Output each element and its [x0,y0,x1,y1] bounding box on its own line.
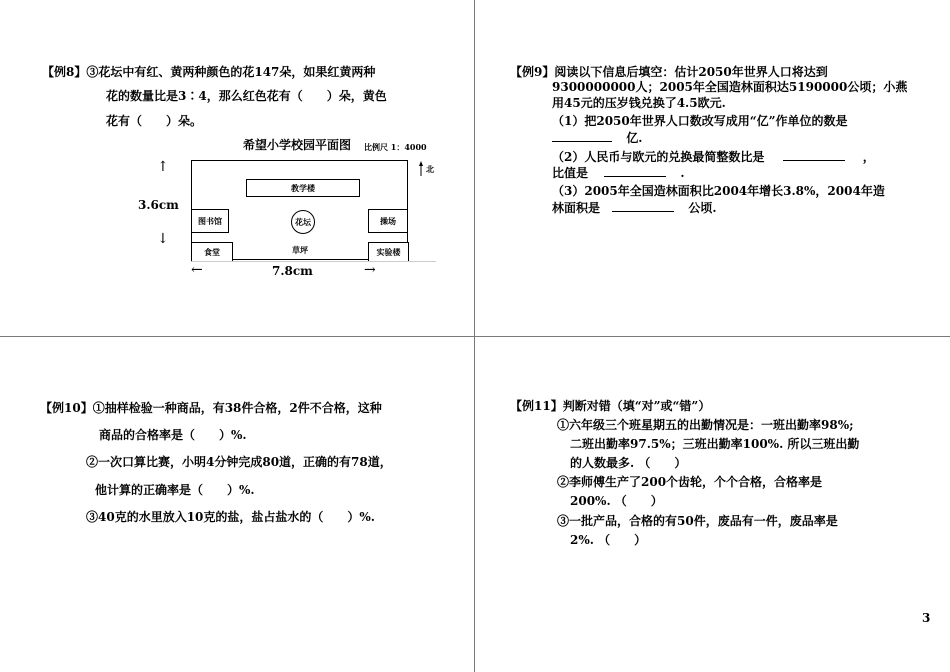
example-11-item-2b: 200%. （ ） [570,494,663,508]
example-11-item-3b: 2%. （ ） [570,533,647,547]
unit-hectare: 公顷. [688,201,717,215]
example-11-item-3a: ③一批产品，合格的有50件，废品有一件，废品率是 [557,514,838,528]
example-9-text-1: 阅读以下信息后填空：估计2050年世界人口将达到 [554,65,828,79]
example-8-line-1 [42,64,375,80]
answer-blank-3[interactable] [604,165,666,177]
answer-blank-2[interactable] [783,149,845,161]
example-9-sub-1b [552,130,642,146]
example-9-sub-2c [552,165,685,181]
example-9-line-1 [510,64,828,80]
example-11-item-1a: ①六年级三个班星期五的出勤情况是：一班出勤率98%; [557,418,854,432]
example-11-item-2a: ②李师傅生产了200个齿轮，个个合格，合格率是 [557,475,823,489]
sub-2-text: （2）人民币与欧元的兑换最简整数比是 [552,150,765,164]
map-title: 希望小学校园平面图 [243,138,352,152]
playground: 操场 [368,209,408,233]
sub-2-period: . [680,166,685,180]
left-arrow-icon: ← [191,262,203,278]
example-8-line-3: 花有（ ）朵。 [106,114,203,128]
teaching-building: 教学楼 [246,179,360,197]
example-11-item-1c: 的人数最多. （ ） [570,456,687,470]
example-9-tag: 【例9】 [510,65,555,79]
unit-yi: 亿. [626,131,643,145]
flowerbed: 花坛 [291,210,315,234]
horizontal-divider [0,336,950,337]
answer-blank-4[interactable] [612,200,674,212]
sub-3-text: 林面积是 [552,201,601,215]
example-9-line-2: 9300000000人；2005年全国造林面积达5190000公顷；小燕 [552,80,908,94]
example-10-item-1a: ①抽样检验一种商品，有38件合格，2件不合格，这种 [92,401,382,415]
width-label: 7.8cm [272,264,313,278]
example-9-sub-2a [552,149,875,165]
example-11-title: 判断对错（填“对”或“错”） [562,399,711,413]
example-10-item-3: ③40克的水里放入10克的盐，盐占盐水的（ ）%. [86,510,375,524]
example-8-line-2: 花的数量比是3∶4，那么红色花有（ ）朵，黄色 [106,89,387,103]
map-ground-line [191,261,436,262]
example-9-sub-3a: （3）2005年全国造林面积比2004年增长3.8%，2004年造 [552,184,885,198]
page-number: 3 [922,611,931,625]
example-10-item-2a: ②一次口算比赛，小明4分钟完成80道，正确的有78道， [86,455,392,469]
canteen: 食堂 [191,242,233,262]
example-9-sub-1a: （1）把2050年世界人口数改写成用“亿”作单位的数是 [552,114,848,128]
example-11-tag: 【例11】 [510,399,563,413]
example-8-text-1: ③花坛中有红、黄两种颜色的花147朵，如果红黄两种 [86,65,376,79]
example-10-item-2b: 他计算的正确率是（ ）%. [95,483,255,497]
ratio-value-label: 比值是 [552,166,589,180]
campus-outline [191,160,408,260]
down-arrow-icon: ↓ [157,231,169,247]
lab-building: 实验楼 [368,242,409,262]
north-label: 北 [426,164,434,174]
up-arrow-icon: ↑ [157,159,169,175]
lawn-label: 草坪 [292,245,308,255]
example-9-line-3: 用45元的压岁钱兑换了4.5欧元. [552,96,726,110]
answer-blank-1[interactable] [552,130,612,142]
library: 图书馆 [191,209,229,233]
map-scale: 比例尺 1：4000 [364,142,427,152]
example-10-line-1 [40,400,382,416]
height-label: 3.6cm [138,198,179,212]
example-8-tag: 【例8】 [42,65,87,79]
example-10-item-1b: 商品的合格率是（ ）%. [99,428,247,442]
example-9-sub-3b [552,200,717,216]
example-11-item-1b: 二班出勤率97.5%；三班出勤率100%. 所以三班出勤 [570,437,860,451]
example-11-line-1 [510,398,710,414]
example-10-tag: 【例10】 [40,401,93,415]
sub-2-comma: ， [862,150,875,164]
right-arrow-icon: → [364,262,376,278]
